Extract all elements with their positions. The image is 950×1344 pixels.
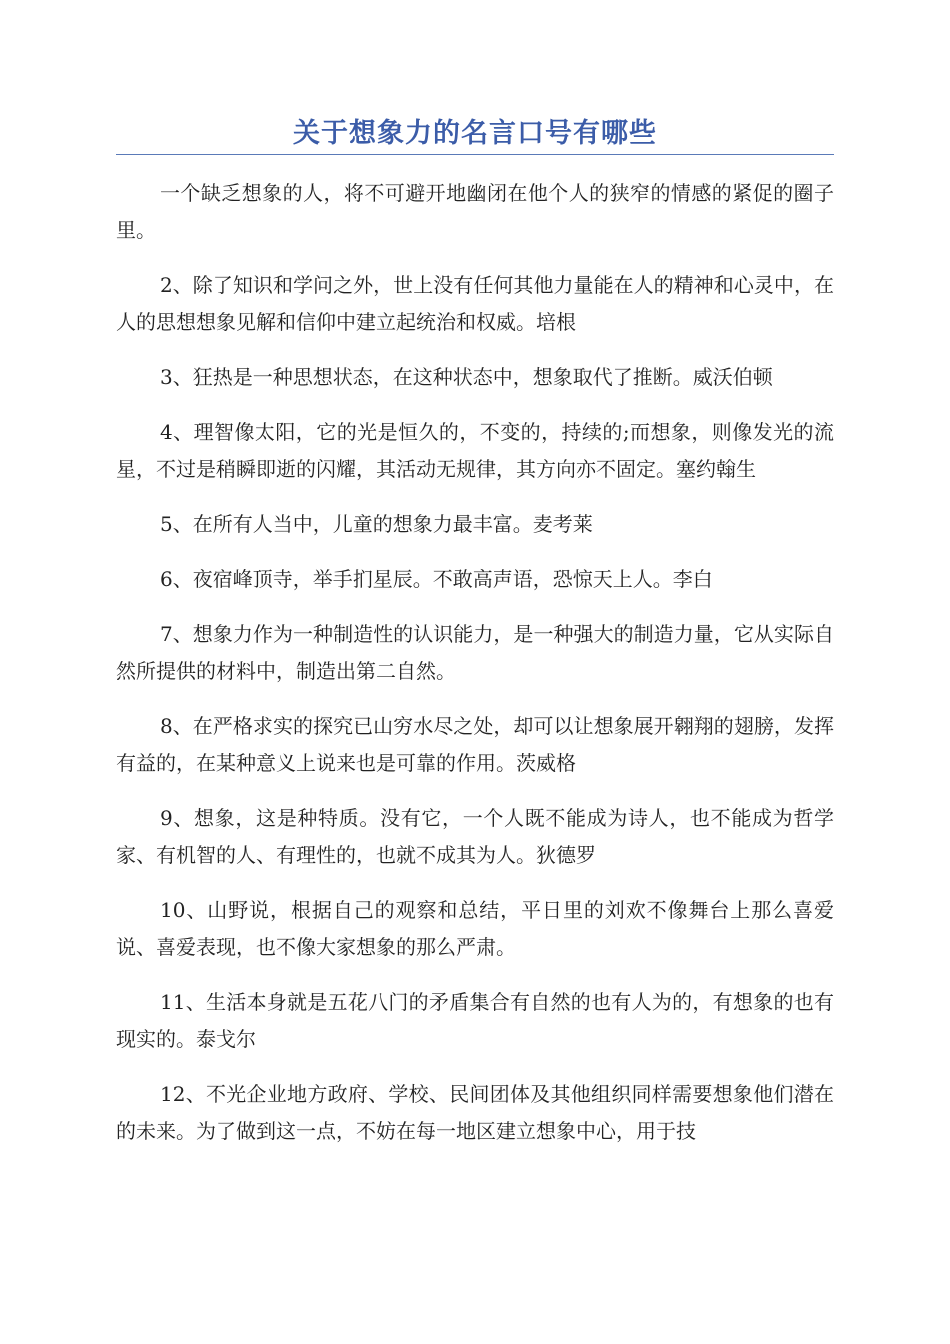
document-title: 关于想象力的名言口号有哪些	[293, 118, 657, 149]
quote-paragraph: 7、想象力作为一种制造性的认识能力，是一种强大的制造力量，它从实际自然所提供的材料中，制造出第二自然。	[116, 622, 834, 683]
quote-paragraph: 8、在严格求实的探究已山穷水尽之处，却可以让想象展开翱翔的翅膀，发挥有益的，在某种意义上说来也是可靠的作用。茨威格	[116, 714, 834, 775]
quote-paragraph: 12、不光企业地方政府、学校、民间团体及其他组织同样需要想象他们潜在的未来。为了做到这一点，不妨在每一地区建立想象中心，用于技	[116, 1082, 834, 1143]
quote-paragraph: 9、想象，这是种特质。没有它，一个人既不能成为诗人，也不能成为哲学家、有机智的人、有理性的，也就不成其为人。狄德罗	[116, 806, 834, 867]
quote-paragraph: 4、理智像太阳，它的光是恒久的，不变的，持续的;而想象，则像发光的流星，不过是稍瞬即逝的闪耀，其活动无规律，其方向亦不固定。塞约翰生	[116, 420, 834, 481]
quote-paragraph: 10、山野说，根据自己的观察和总结，平日里的刘欢不像舞台上那么喜爱说、喜爱表现，也不像大家想象的那么严肃。	[116, 898, 834, 959]
title-underline	[116, 154, 834, 155]
quote-paragraph: 2、除了知识和学问之外，世上没有任何其他力量能在人的精神和心灵中，在人的思想想象见解和信仰中建立起统治和权威。培根	[116, 273, 834, 334]
quote-paragraph: 11、生活本身就是五花八门的矛盾集合有自然的也有人为的，有想象的也有现实的。泰戈尔	[116, 990, 834, 1051]
quote-paragraph: 6、夜宿峰顶寺，举手扪星辰。不敢高声语，恐惊天上人。李白	[160, 567, 713, 591]
quote-paragraph: 一个缺乏想象的人，将不可避开地幽闭在他个人的狭窄的情感的紧促的圈子里。	[116, 181, 834, 242]
quote-paragraph: 3、狂热是一种思想状态，在这种状态中，想象取代了推断。威沃伯顿	[160, 365, 773, 389]
document-body	[116, 175, 834, 1168]
quote-paragraph: 5、在所有人当中，儿童的想象力最丰富。麦考莱	[160, 512, 593, 536]
